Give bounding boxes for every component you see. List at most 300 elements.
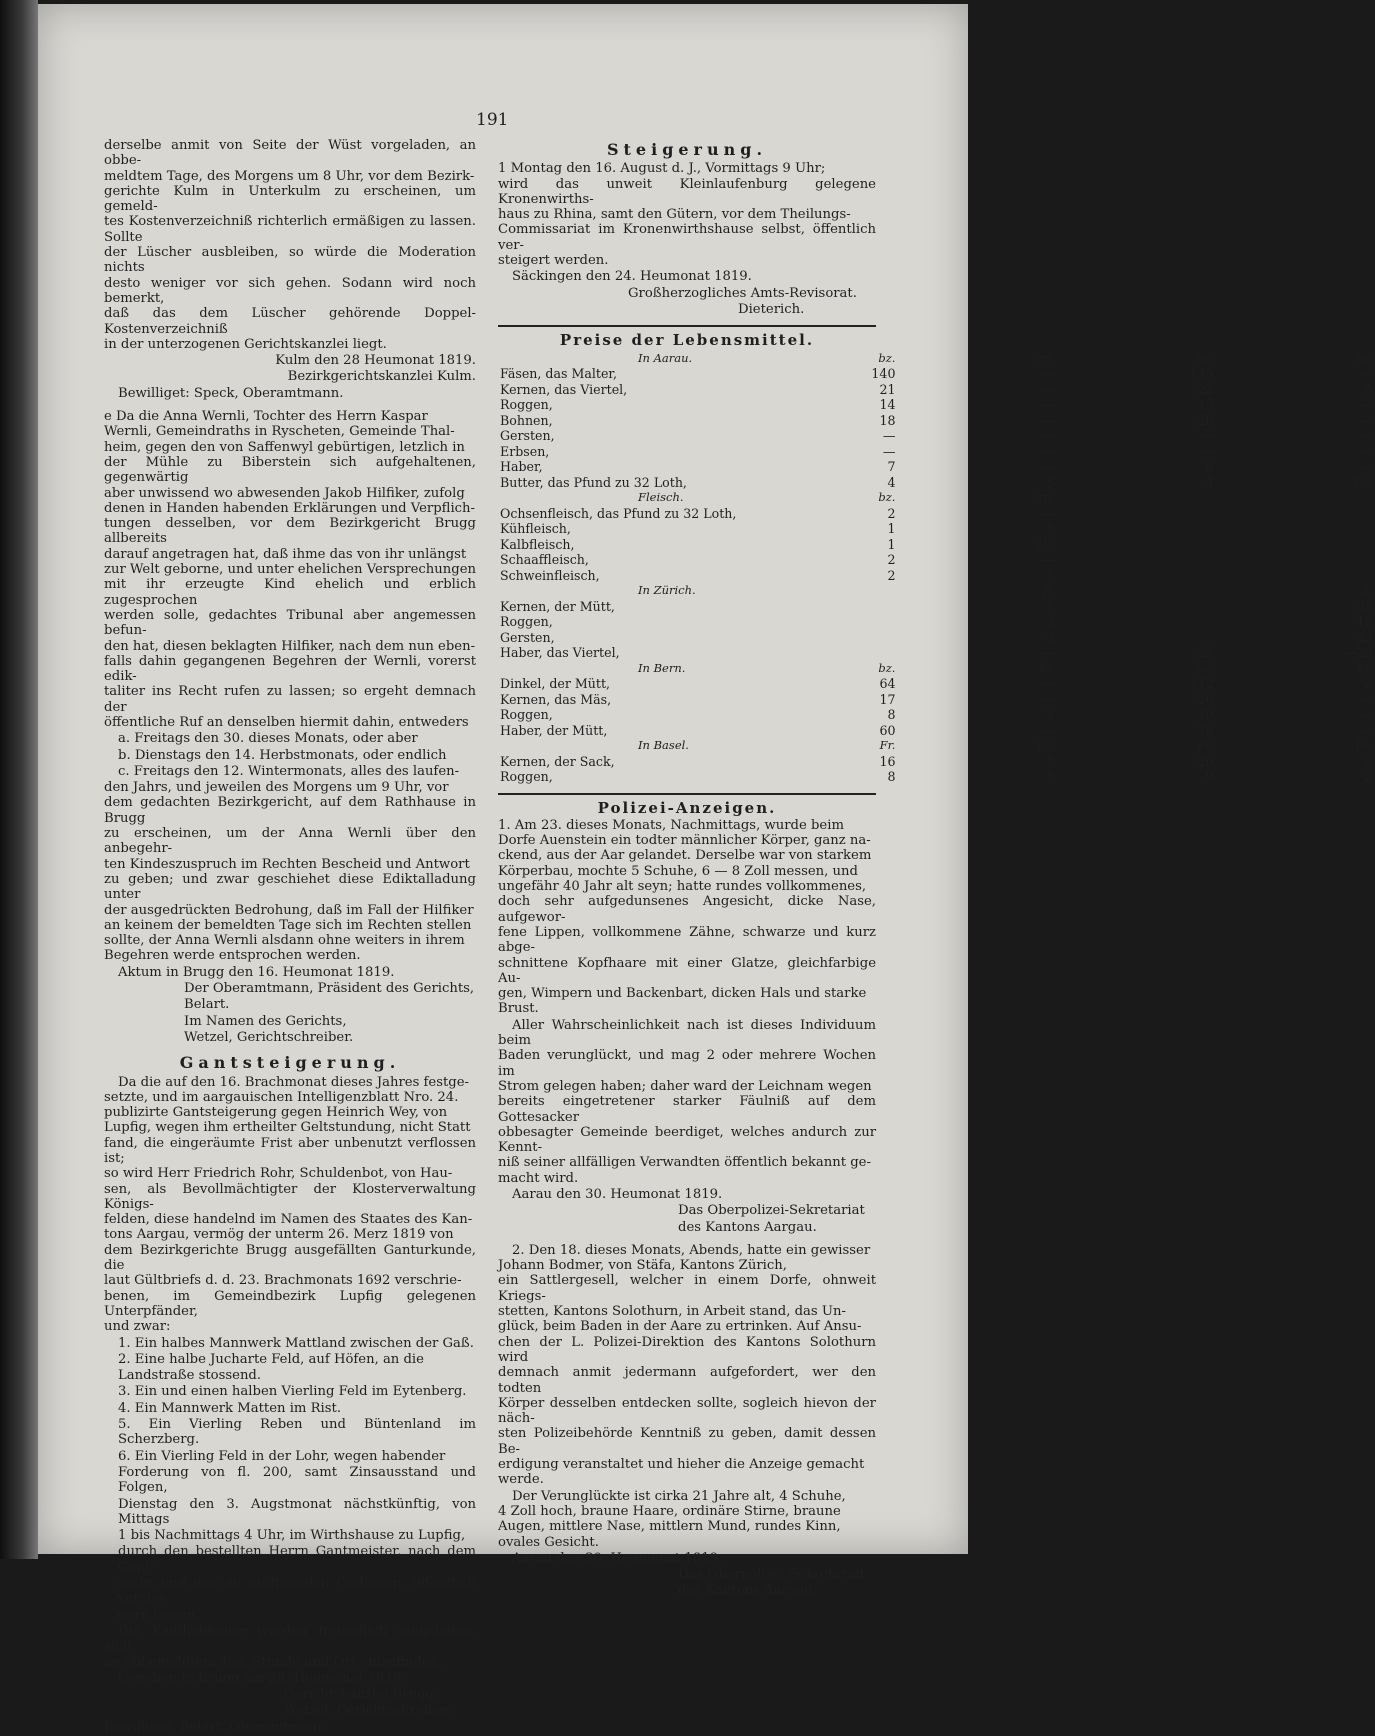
price-item-label: Bohnen,: [500, 412, 553, 428]
gant-heading: Gantsteigerung.: [179, 1053, 401, 1073]
price-row: [498, 723, 1375, 739]
price-value: —: [1041, 691, 1055, 707]
text-line: wird das unweit Kleinlaufenburg gelegene Kronenwirths-: [498, 176, 876, 207]
list-item: 6. Ein Vierling Feld in der Lohr, wegen habender: [118, 1448, 446, 1464]
price-value: 20: [1197, 691, 1214, 707]
text-line: doch sehr aufgedunsenes Angesicht, dicke Nase, aufgewor-: [498, 894, 876, 925]
price-value: 64: [879, 676, 896, 692]
polizei-notice-2: [498, 1243, 876, 1488]
gant-closing: [104, 1624, 476, 1670]
text-line: e Da die Anna Wernli, Tochter des Herrn Kaspar: [104, 409, 428, 425]
text-line: Lupfig, wegen ihm ertheilter Geltstundung, nicht Statt: [104, 1120, 471, 1136]
text-line: heim, gegen den von Saffenwyl gebürtigen, letzlich in: [104, 439, 465, 455]
price-value: 8: [887, 769, 896, 785]
price-value: [738, 645, 897, 661]
price-value: [1216, 490, 1375, 506]
price-value: —: [1041, 397, 1055, 413]
text-line: 2. Den 18. dieses Monats, Abends, hatte ein gewisser: [512, 1242, 871, 1258]
price-item-label: Ochsenfleisch, das Pfund zu 32 Loth,: [500, 505, 737, 521]
price-value: —: [1360, 428, 1373, 444]
text-line: 1 Montag den 16. August d. J., Vormittags 9 Uhr;: [498, 161, 826, 177]
list-item: des Kantons Aargau.: [678, 1583, 817, 1599]
price-value: bz.: [878, 490, 896, 505]
price-value: —: [1041, 428, 1055, 444]
price-value: [1057, 552, 1216, 568]
price-item-label: Fäsen, das Malter,: [500, 366, 618, 382]
kulm-approved: Bewilliget: Speck, Oberamtmann.: [118, 385, 344, 401]
price-value: 15: [1356, 614, 1373, 630]
text-line: obbesagter Gemeinde beerdiget, welches andurch zur Kennt-: [498, 1124, 876, 1156]
price-row: [498, 676, 1375, 692]
price-item-label: Butter, das Pfund zu 32 Loth,: [500, 474, 687, 490]
steigerung-name: Dieterich.: [738, 301, 805, 317]
text-line: darauf angetragen hat, daß ihme das von ihr unlängst: [104, 546, 467, 562]
price-item-label: Roggen,: [500, 614, 553, 630]
text-line: der Lüscher ausbleiben, so würde die Moderation nichts: [104, 245, 476, 276]
text-line: meldtem Tage, des Morgens um 8 Uhr, vor dem Bezirk-: [104, 168, 475, 184]
text-line: stetten, Kantons Solothurn, in Arbeit stand, das Un-: [498, 1304, 846, 1320]
price-value: 8: [1205, 459, 1214, 475]
price-value: [1216, 506, 1375, 522]
text-line: sollte, der Anna Wernli alsdann ohne weiters in ihrem: [104, 933, 465, 949]
price-value: [1057, 630, 1216, 646]
price-value: 7½: [1034, 536, 1055, 552]
text-line: 4 Zoll hoch, braune Haare, ordinäre Stirne, braune: [498, 1503, 841, 1519]
price-value: 22: [1197, 381, 1214, 397]
price-value: 21: [1197, 645, 1214, 661]
price-value: 20: [1197, 753, 1214, 769]
price-row: [498, 614, 1375, 630]
text-line: zur Welt geborne, und unter ehelichen Versprechungen: [104, 562, 476, 578]
list-item: Landstraße stossend.: [118, 1368, 262, 1384]
text-line: fene Lippen, vollkommene Zähne, schwarze und kurz abge-: [498, 924, 876, 956]
text-line: öffentliche Ruf an denselben hiermit dahin, entweders: [104, 714, 469, 730]
price-value: [1057, 599, 1216, 615]
list-item: 2. Eine halbe Jucharte Feld, auf Höfen, an die: [118, 1351, 424, 1367]
text-line: felden, diese handelnd im Namen des Staates des Kan-: [104, 1212, 473, 1228]
text-line: zu erscheinen, um der Anna Wernli über den anbegehr-: [104, 826, 476, 857]
list-item: 1. Ein halbes Mannwerk Mattland zwischen der Gaß.: [118, 1335, 474, 1351]
text-line: mit ihr erzeugte Kind ehelich und erblich zugesprochen: [104, 577, 476, 608]
price-row: [498, 568, 1375, 584]
price-item-label: Roggen,: [500, 397, 553, 413]
price-row: [498, 707, 1375, 723]
price-row: [498, 413, 1375, 429]
price-value: kr.: [1357, 660, 1373, 675]
price-item-label: Kühfleisch,: [500, 521, 571, 537]
text-line: ckend, aus der Aar gelandet. Derselbe war von starkem: [498, 848, 872, 864]
price-value: bz.: [1196, 660, 1214, 675]
price-row: [498, 397, 1375, 413]
list-item: Dienstag den 3. Augstmonat nächstkünftig, von Mittags: [118, 1496, 476, 1527]
text-line: denen in Handen habenden Erklärungen und Verpflich-: [104, 500, 476, 516]
price-row: [498, 366, 1375, 382]
price-value: —: [1360, 412, 1373, 428]
text-paragraph: [104, 1075, 476, 1335]
price-value: —: [1201, 428, 1214, 444]
list-item: Das Oberpolizei-Sekretariat: [678, 1567, 865, 1583]
list-item: Das Oberpolizei-Sekretariat: [678, 1203, 865, 1219]
text-paragraph: [104, 409, 476, 730]
price-item-label: Erbsen,: [500, 443, 550, 459]
text-line: den hat, diesen beklagten Hilfiker, nach dem nun eben-: [104, 638, 476, 654]
text-line: gen, Wimpern und Backenbart, dicken Hals und starke: [498, 986, 867, 1002]
price-value: —: [1360, 459, 1373, 475]
price-value: —: [1041, 366, 1055, 382]
text-line: setzte, und im aargauischen Intelligenzblatt Nro. 24.: [104, 1089, 459, 1105]
text-line: tes Kostenverzeichniß richterlich ermäßigen zu lassen. Sollte: [104, 214, 476, 245]
price-row: [498, 769, 1375, 785]
text-line: Der Verunglückte ist cirka 21 Jahre alt, 4 Schuhe,: [512, 1488, 846, 1504]
text-line: Augen, mittlere Nase, mittlern Mund, rundes Kinn,: [498, 1519, 841, 1535]
price-value: [1216, 521, 1375, 537]
kulm-date: Kulm den 28 Heumonat 1819.: [275, 353, 476, 369]
price-value: bz.: [878, 660, 896, 675]
price-value: 7½: [1352, 474, 1373, 490]
price-value: rp.: [1038, 490, 1055, 505]
text-line: dem Bezirkgerichte Brugg ausgefällten Ganturkunde, die: [104, 1242, 476, 1274]
price-value: 1: [887, 536, 896, 552]
text-line: glück, beim Baden in der Aare zu ertrinken. Auf Ansu-: [498, 1319, 862, 1335]
price-value: —: [1360, 722, 1373, 738]
price-value: 112: [1189, 676, 1214, 692]
price-value: [1057, 506, 1216, 522]
text-line: Baden verunglückt, und mag 2 oder mehrere Wochen im: [498, 1048, 876, 1079]
divider: [498, 325, 876, 327]
price-value: —: [1360, 366, 1373, 382]
text-line: Strom gelegen haben; daher ward der Leichnam wegen: [498, 1078, 872, 1094]
price-value: 7: [887, 459, 896, 475]
text-line: Körper desselben entdecken sollte, sogleich hievon der näch-: [498, 1395, 876, 1427]
price-value: Fr.: [1197, 738, 1214, 753]
brugg-signature: [104, 981, 476, 1045]
price-section-row: [498, 490, 1375, 506]
text-line: so wird Herr Friedrich Rohr, Schuldenbot, von Hau-: [104, 1166, 453, 1182]
text-line: sen, als Bevollmächtigter der Klosterverwaltung Königs-: [104, 1181, 476, 1212]
text-line: den Jahrs, und jeweilen des Morgens um 9 Uhr, vor: [104, 780, 449, 796]
price-value: [1057, 583, 1216, 599]
brugg-date: Aktum in Brugg den 16. Heumonat 1819.: [118, 964, 395, 980]
steigerung-heading: Steigerung.: [606, 140, 768, 159]
text-line: in der unterzogenen Gerichtskanzlei liegt.: [104, 336, 387, 352]
price-item-label: Haber, das Viertel,: [500, 645, 620, 661]
text-line: Begehren werde entsprochen werden.: [104, 948, 361, 964]
price-value: —: [1041, 505, 1055, 521]
text-line: niß seiner allfälligen Verwandten öffentlich bekannt ge-: [498, 1155, 871, 1171]
price-item-label: Roggen,: [500, 769, 553, 785]
price-section-label: In Basel.: [638, 738, 689, 753]
list-item: recht und den zu eröffnenden Gedingen, öffentlich verstei-: [118, 1576, 476, 1607]
price-value: —: [1360, 443, 1373, 459]
gant-clerk: Wetzel, Gerichtschreiber.: [284, 1703, 454, 1719]
text-line: und zwar:: [104, 1319, 171, 1335]
price-row: [498, 428, 1375, 444]
price-value: 5: [1046, 598, 1055, 614]
list-item: a. Freitags den 30. dieses Monats, oder aber: [118, 731, 418, 747]
price-value: bz.: [878, 350, 896, 365]
price-value: 145: [1189, 366, 1214, 382]
price-item-label: Haber,: [500, 459, 543, 475]
text-line: ungefähr 40 Jahr alt seyn; hatte rundes vollkommenes,: [498, 879, 867, 895]
price-value: 21: [879, 381, 896, 397]
price-item-label: Gersten,: [500, 629, 555, 645]
price-value: fl.: [1043, 583, 1055, 598]
price-value: rp.: [1356, 350, 1373, 365]
price-value: [1057, 614, 1216, 630]
steigerung-date: Säckingen den 24. Heumonat 1819.: [512, 269, 752, 285]
text-line: ten Kindeszuspruch im Rechten Bescheid und Antwort: [104, 856, 470, 872]
text-line: demnach anmit jedermann aufgefordert, wer den todten: [498, 1365, 876, 1396]
price-section-row: [498, 738, 1375, 754]
gant-items: [104, 1336, 476, 1623]
price-value: —: [882, 443, 896, 459]
text-line: dem gedachten Bezirkgericht, auf dem Rathhause in Brugg: [104, 795, 476, 826]
price-value: ß.: [1361, 583, 1373, 598]
gant-notice: [104, 1075, 476, 1335]
price-value: —: [1041, 722, 1055, 738]
text-line: aber unwissend wo abwesenden Jakob Hilfiker, zufolg: [104, 485, 465, 501]
list-item: Belart.: [184, 997, 230, 1013]
text-line: ein Sattlergesell, welcher in einem Dorfe, ohnweit Kriegs-: [498, 1273, 876, 1304]
price-value: 2: [1364, 676, 1373, 692]
text-paragraph: [498, 1243, 876, 1488]
price-item-label: Kernen, das Viertel,: [500, 381, 628, 397]
price-item-label: Kernen, der Mütt,: [500, 598, 615, 614]
text-line: ovales Gesicht.: [498, 1534, 599, 1550]
price-value: 14: [879, 397, 896, 413]
text-line: 1. Am 23. dieses Monats, Nachmittags, wurde beim: [498, 817, 844, 833]
list-item: 4. Ein Mannwerk Matten im Rist.: [118, 1400, 342, 1416]
price-section-label: In Zürich.: [638, 583, 696, 598]
price-row: [498, 754, 1375, 770]
left-column: [104, 138, 476, 1736]
list-item: des Kantons Aargau.: [678, 1219, 817, 1235]
price-value: 4: [1205, 474, 1214, 490]
price-value: [738, 614, 897, 630]
price-row: [498, 459, 1375, 475]
price-row: [498, 599, 1375, 615]
price-value: [738, 630, 897, 646]
price-value: 2: [887, 505, 896, 521]
divider: [498, 793, 876, 795]
text-line: benen, im Gemeindbezirk Lupfig gelegenen Unterpfänder,: [104, 1288, 476, 1319]
text-line: sten Polizeibehörde Kenntniß zu geben, damit dessen Be-: [498, 1426, 876, 1457]
price-section-label: In Aarau.: [638, 350, 693, 365]
text-paragraph: [498, 161, 876, 268]
price-row: [498, 645, 1375, 661]
price-value: 8: [887, 707, 896, 723]
price-section-row: [498, 661, 1375, 677]
price-value: —: [1360, 707, 1373, 723]
price-value: bz.: [1037, 738, 1055, 753]
price-value: 60: [879, 722, 896, 738]
price-value: 20: [1197, 412, 1214, 428]
price-value: 9: [1205, 769, 1214, 785]
list-item: Forderung von fl. 200, samt Zinsausstand und Folgen,: [118, 1464, 476, 1496]
price-value: —: [1041, 443, 1055, 459]
text-line: Körperbau, mochte 5 Schuhe, 6 — 8 Zoll messen, und: [498, 863, 858, 879]
price-value: —: [882, 428, 896, 444]
price-section-row: [498, 583, 1375, 599]
price-value: —: [1201, 443, 1214, 459]
polizei-notice-1: [498, 818, 876, 1017]
price-value: Fr.: [879, 738, 896, 753]
price-value: [1057, 568, 1216, 584]
price-value: [1057, 537, 1216, 553]
price-value: —: [1041, 381, 1055, 397]
text-line: Dorfe Auenstein ein todter männlicher Körper, ganz na-: [498, 833, 871, 849]
list-item: b. Dienstags den 14. Herbstmonats, oder endlich: [118, 747, 447, 763]
price-value: —: [1041, 645, 1055, 661]
text-paragraph: [498, 1018, 876, 1186]
list-item: durch den bestellten Herrn Gantmeister, nach dem Gant-: [118, 1544, 476, 1575]
price-value: 140: [871, 366, 896, 382]
price-value: 5: [1364, 753, 1373, 769]
price-value: 5: [1046, 769, 1055, 785]
steigerung-office: Großherzogliches Amts-Revisorat.: [628, 285, 857, 301]
wernli-dates: [104, 731, 476, 779]
gant-approved: Bewilliget: Belart, Oberamtmann.: [104, 1719, 330, 1735]
price-value: —: [1041, 676, 1055, 692]
price-value: [1216, 537, 1375, 553]
price-section-row: [498, 351, 1375, 367]
text-line: macht wird.: [498, 1170, 579, 1186]
price-value: 5: [1046, 474, 1055, 490]
list-item: Der Oberamtmann, Präsident des Gerichts,: [184, 981, 475, 997]
polizei-1-signature: [498, 1203, 876, 1235]
price-value: 10: [1197, 707, 1214, 723]
text-line: werde.: [498, 1472, 544, 1488]
list-item: c. Freitags den 12. Wintermonats, alles des laufen-: [118, 763, 460, 779]
price-value: —25: [1344, 645, 1373, 661]
price-item-label: Schweinfleisch,: [500, 567, 600, 583]
price-row: [498, 382, 1375, 398]
text-line: desto weniger vor sich gehen. Sodann wird noch bemerkt,: [104, 275, 476, 306]
list-item: gern lassen.: [118, 1607, 200, 1623]
text-line: an obbemeldtem Tag, Stunde und Ort einzufinden.: [104, 1654, 443, 1670]
price-value: 2: [887, 552, 896, 568]
wernli-notice-cont: [104, 780, 476, 964]
price-item-label: Kernen, das Mäs,: [500, 691, 612, 707]
price-value: 2: [1364, 769, 1373, 785]
text-line: Johann Bodmer, von Stäfa, Kantons Zürich,: [498, 1258, 787, 1274]
price-value: rp.: [1038, 350, 1055, 365]
price-value: 3: [1046, 614, 1055, 630]
text-line: bereits eingetretener starker Fäulniß auf dem Gottesacker: [498, 1094, 876, 1125]
price-value: 5: [1046, 567, 1055, 583]
list-item: Wetzel, Gerichtschreiber.: [184, 1029, 354, 1045]
price-value: 5: [1046, 521, 1055, 537]
page-number: 191: [476, 110, 509, 130]
price-value: [1057, 490, 1216, 506]
text-line: gerichte Kulm in Unterkulm zu erscheinen, um gemeld-: [104, 183, 476, 215]
price-row: [498, 521, 1375, 537]
list-item: 3. Ein und einen halben Vierling Feld im Eytenberg.: [118, 1384, 467, 1400]
right-column: [498, 138, 1373, 1600]
price-value: 18: [879, 412, 896, 428]
price-value: 1: [887, 521, 896, 537]
text-line: chen der L. Polizei-Direktion des Kantons Solothurn wird: [498, 1334, 876, 1365]
price-row: [498, 444, 1375, 460]
list-item: 1 bis Nachmittags 4 Uhr, im Wirthshause zu Lupfig,: [118, 1528, 466, 1544]
steigerung-notice: [498, 161, 876, 268]
price-value: 17: [879, 691, 896, 707]
price-value: bz.: [1355, 738, 1373, 753]
price-value: 2: [1046, 707, 1055, 723]
price-value: —: [1041, 552, 1055, 568]
price-value: —: [1041, 459, 1055, 475]
price-value: [738, 583, 897, 599]
text-line: der Mühle zu Biberstein sich aufgehaltenen, gegenwärtig: [104, 454, 476, 486]
price-item-label: Kernen, der Sack,: [500, 753, 615, 769]
text-line: Commissariat im Kronenwirthshause selbst, öffentlich ver-: [498, 222, 876, 253]
price-value: 4: [887, 474, 896, 490]
price-section-label: Fleisch.: [638, 490, 684, 505]
price-row: [498, 475, 1375, 491]
price-item-label: Haber, der Mütt,: [500, 722, 608, 738]
price-value: 35: [1356, 598, 1373, 614]
polizei-notice-1-cont: [498, 1018, 876, 1186]
price-value: 2: [1046, 629, 1055, 645]
prices-heading: Preise der Lebensmittel.: [559, 331, 815, 350]
price-section-label: In Bern.: [638, 660, 686, 675]
text-paragraph: [104, 780, 476, 964]
price-value: 5: [1046, 753, 1055, 769]
text-line: taliter ins Recht rufen zu lassen; so ergeht demnach der: [104, 684, 476, 715]
text-line: fand, die eingeräumte Frist aber unbenutzt verflossen ist;: [104, 1135, 476, 1166]
kulm-office: Bezirkgerichtskanzlei Kulm.: [287, 369, 476, 385]
price-value: [1216, 568, 1375, 584]
text-paragraph: [498, 818, 876, 1017]
price-row: [498, 692, 1375, 708]
price-row: [498, 506, 1375, 522]
text-line: Aller Wahrscheinlichkeit nach ist dieses Individuum beim: [498, 1017, 876, 1049]
price-value: [1057, 521, 1216, 537]
text-line: derselbe anmit von Seite der Wüst vorgeladen, an obbe-: [104, 138, 476, 169]
text-paragraph: [498, 1489, 876, 1550]
text-line: steigert werden.: [498, 253, 609, 269]
text-line: tons Aargau, vermög der unterm 26. Merz 1819 von: [104, 1227, 454, 1243]
price-value: 23: [1356, 629, 1373, 645]
price-row: [498, 537, 1375, 553]
kulm-notice: [104, 138, 476, 352]
gant-office: Gerichtskanzlei Brugg.: [284, 1687, 439, 1703]
wernli-notice: [104, 409, 476, 730]
price-value: [1216, 552, 1375, 568]
list-item: Im Namen des Gerichts,: [184, 1013, 347, 1029]
text-line: Brust.: [498, 1001, 539, 1017]
polizei-heading: Polizei-Anzeigen.: [597, 798, 777, 817]
polizei-2-date: Aarau den 30. Heumonat 1819.: [512, 1550, 723, 1566]
price-value: —: [1041, 412, 1055, 428]
text-line: zu geben; und zwar geschiehet diese Ediktalladung unter: [104, 871, 476, 903]
price-row: [498, 552, 1375, 568]
price-value: 78: [1197, 722, 1214, 738]
text-line: haus zu Rhina, samt den Gütern, vor dem Theilungs-: [498, 207, 851, 223]
polizei-2-signature: [498, 1567, 876, 1599]
price-item-label: Gersten,: [500, 428, 555, 444]
polizei-notice-2-cont: [498, 1489, 876, 1550]
price-value: —: [1360, 691, 1373, 707]
text-line: falls dahin gegangenen Begehren der Wernli, vorerst edik-: [104, 653, 476, 685]
price-item-label: Roggen,: [500, 707, 553, 723]
price-value: 16: [879, 753, 896, 769]
price-value: 5: [1364, 381, 1373, 397]
text-paragraph: [104, 138, 476, 352]
text-line: an keinem der bemeldten Tage sich im Rechten stellen: [104, 917, 472, 933]
price-value: bz.: [1196, 350, 1214, 365]
prices-table: [498, 351, 1375, 785]
